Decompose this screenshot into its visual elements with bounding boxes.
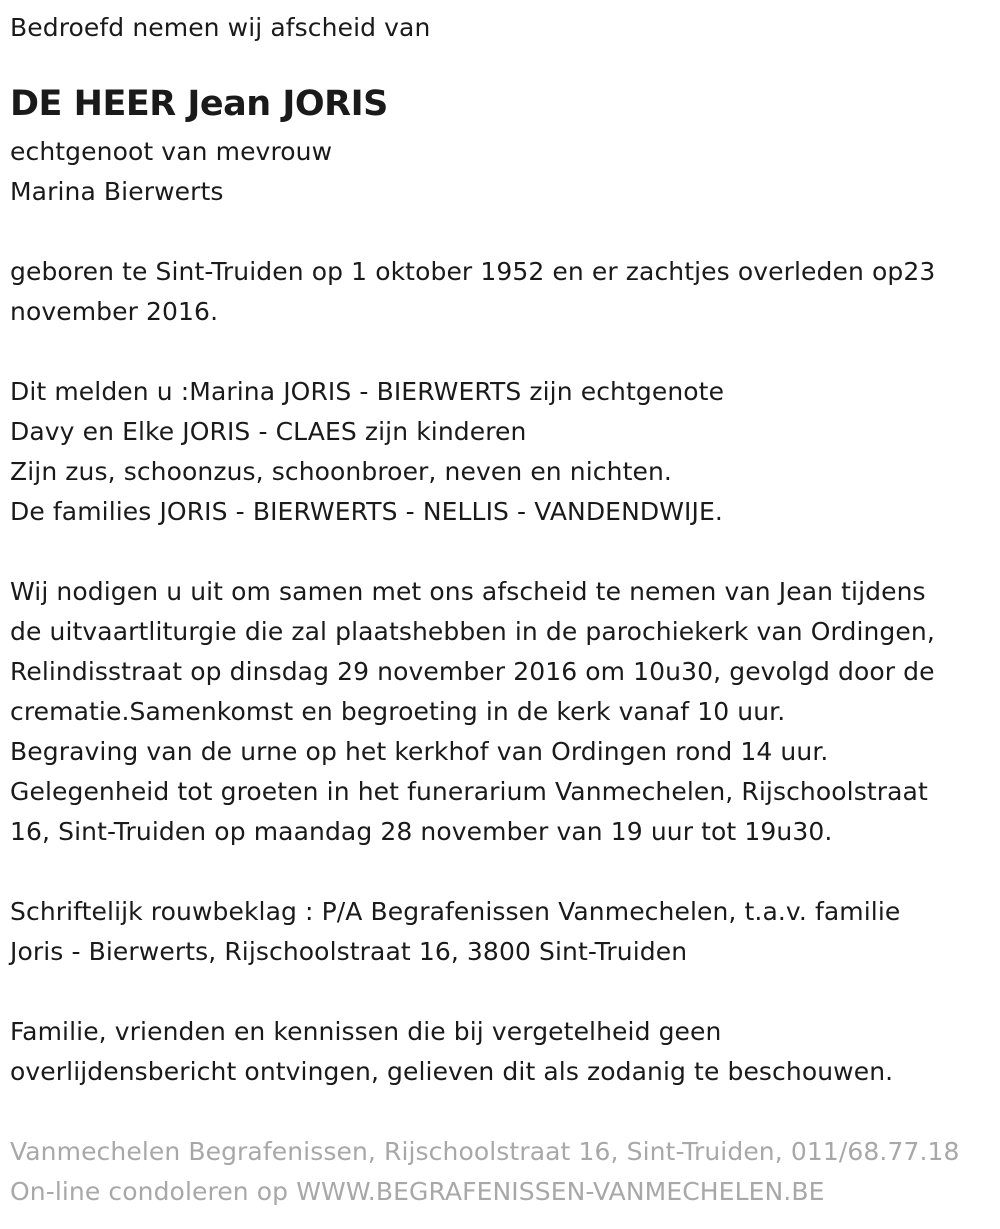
condolence-line: Schriftelijk rouwbeklag : P/A Begrafenissen Vanmechelen, t.a.v. familie bbox=[10, 897, 901, 926]
condolence-block bbox=[10, 892, 990, 972]
condolence-line: Joris - Bierwerts, Rijschoolstraat 16, 3800 Sint-Truiden bbox=[10, 937, 688, 966]
deceased-name: DE HEER Jean JORIS bbox=[10, 84, 388, 124]
footer bbox=[10, 1132, 990, 1212]
spacer bbox=[10, 532, 990, 572]
spacer bbox=[10, 212, 990, 252]
ceremony-line: Gelegenheid tot groeten in het funerarium Vanmechelen, Rijschoolstraat bbox=[10, 777, 928, 806]
spouse-line-1: echtgenoot van mevrouw bbox=[10, 137, 333, 166]
birth-death-line-2: november 2016. bbox=[10, 297, 219, 326]
birth-death-line-1: geboren te Sint-Truiden op 1 oktober 1952 en er zachtjes overleden op23 bbox=[10, 257, 936, 286]
online-condolence-link[interactable]: On-line condoleren op WWW.BEGRAFENISSEN-VANMECHELEN.BE bbox=[10, 1177, 825, 1206]
family-line: Davy en Elke JORIS - CLAES zijn kinderen bbox=[10, 417, 527, 446]
spacer bbox=[10, 852, 990, 892]
closing-line: overlijdensbericht ontvingen, gelieven dit als zodanig te beschouwen. bbox=[10, 1057, 894, 1086]
family-line: Zijn zus, schoonzus, schoonbroer, neven en nichten. bbox=[10, 457, 672, 486]
closing-line: Familie, vrienden en kennissen die bij vergetelheid geen bbox=[10, 1017, 722, 1046]
funeral-home-info: Vanmechelen Begrafenissen, Rijschoolstraat 16, Sint-Truiden, 011/68.77.18 bbox=[10, 1137, 960, 1166]
closing-block bbox=[10, 1012, 990, 1092]
family-line: De families JORIS - BIERWERTS - NELLIS - VANDENDWIJE. bbox=[10, 497, 723, 526]
ceremony-block bbox=[10, 572, 990, 852]
family-block bbox=[10, 372, 990, 532]
spacer bbox=[10, 1092, 990, 1132]
spacer bbox=[10, 332, 990, 372]
ceremony-line: 16, Sint-Truiden op maandag 28 november van 19 uur tot 19u30. bbox=[10, 817, 833, 846]
ceremony-line: Relindisstraat op dinsdag 29 november 2016 om 10u30, gevolgd door de bbox=[10, 657, 935, 686]
ceremony-line: de uitvaartliturgie die zal plaatshebben in de parochiekerk van Ordingen, bbox=[10, 617, 935, 646]
spacer bbox=[10, 972, 990, 1012]
ceremony-line: crematie.Samenkomst en begroeting in de kerk vanaf 10 uur. bbox=[10, 697, 786, 726]
ceremony-line: Begraving van de urne op het kerkhof van Ordingen rond 14 uur. bbox=[10, 737, 829, 766]
spouse-line-2: Marina Bierwerts bbox=[10, 177, 224, 206]
intro-text: Bedroefd nemen wij afscheid van bbox=[10, 13, 431, 42]
ceremony-line: Wij nodigen u uit om samen met ons afscheid te nemen van Jean tijdens bbox=[10, 577, 926, 606]
family-line: Dit melden u :Marina JORIS - BIERWERTS zijn echtgenote bbox=[10, 377, 725, 406]
